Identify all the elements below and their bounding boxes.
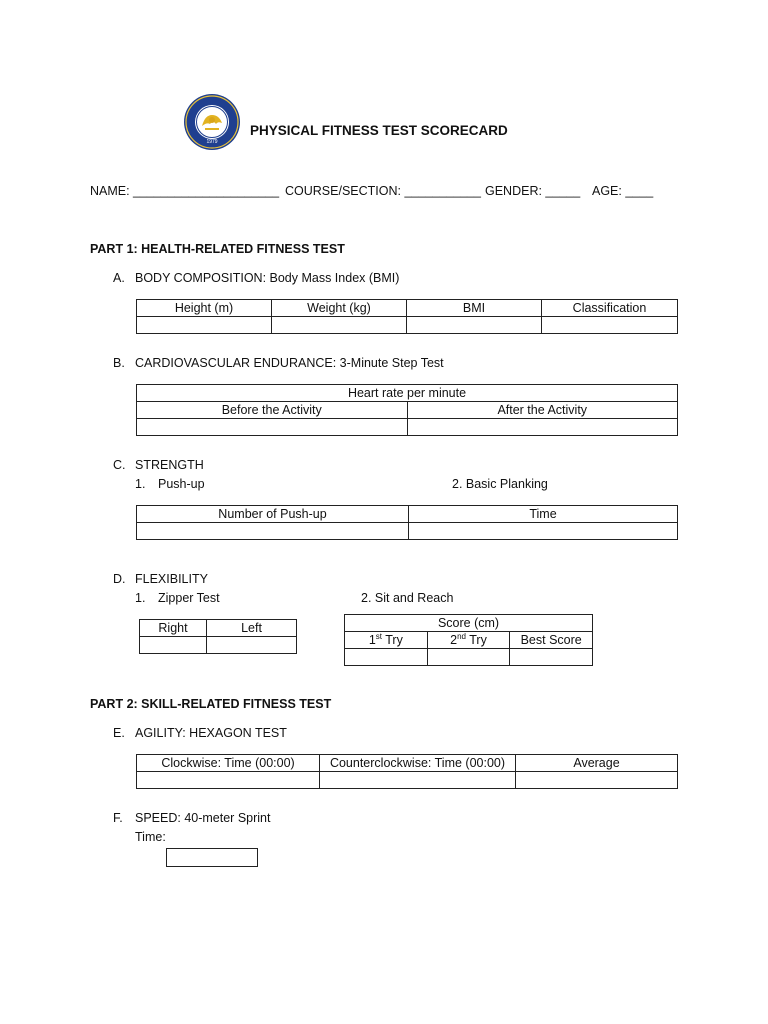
bmi-weight-cell[interactable] xyxy=(272,317,407,334)
sit-reach-try1-cell[interactable] xyxy=(345,649,428,666)
strength-table xyxy=(136,505,678,540)
zipper-left-cell[interactable] xyxy=(207,637,297,654)
hexagon-header-clockwise: Clockwise: Time (00:00) xyxy=(137,755,320,772)
sit-reach-try2-cell[interactable] xyxy=(427,649,510,666)
svg-text:1979: 1979 xyxy=(206,139,218,145)
section-a-letter: A. xyxy=(113,271,125,285)
bmi-header-classification: Classification xyxy=(542,300,678,317)
sit-reach-top-header: Score (cm) xyxy=(345,615,593,632)
part2-heading: PART 2: SKILL-RELATED FITNESS TEST xyxy=(90,697,332,711)
section-e-letter: E. xyxy=(113,726,125,740)
strength-pushup-cell[interactable] xyxy=(137,523,409,540)
section-a-label: BODY COMPOSITION: Body Mass Index (BMI) xyxy=(135,271,400,285)
section-d-letter: D. xyxy=(113,572,126,586)
section-c-letter: C. xyxy=(113,458,126,472)
section-e-label: AGILITY: HEXAGON TEST xyxy=(135,726,287,740)
flex-item2-label: 2. Sit and Reach xyxy=(361,591,454,605)
course-section-field[interactable]: COURSE/SECTION: ___________ xyxy=(285,184,481,198)
section-f-label: SPEED: 40-meter Sprint xyxy=(135,811,271,825)
hexagon-header-average: Average xyxy=(516,755,678,772)
step-test-after-cell[interactable] xyxy=(407,419,678,436)
sit-reach-header-best: Best Score xyxy=(510,632,593,649)
sit-reach-header-try2: 2nd Try xyxy=(427,632,510,649)
age-field[interactable]: AGE: ____ xyxy=(592,184,654,198)
bmi-value-cell[interactable] xyxy=(407,317,542,334)
step-test-top-header: Heart rate per minute xyxy=(137,385,678,402)
step-test-header-before: Before the Activity xyxy=(137,402,408,419)
bmi-header-bmi: BMI xyxy=(407,300,542,317)
zipper-test-table xyxy=(139,619,297,654)
zipper-header-left: Left xyxy=(207,620,297,637)
strength-header-pushup: Number of Push-up xyxy=(137,506,409,523)
zipper-header-right: Right xyxy=(140,620,207,637)
bmi-header-weight: Weight (kg) xyxy=(272,300,407,317)
section-b-letter: B. xyxy=(113,356,125,370)
bmi-table xyxy=(136,299,678,334)
name-field[interactable]: NAME: _____________________ xyxy=(90,184,280,198)
zipper-right-cell[interactable] xyxy=(140,637,207,654)
hexagon-average-cell[interactable] xyxy=(516,772,678,789)
flex-item1-number: 1. xyxy=(135,591,146,605)
strength-time-cell[interactable] xyxy=(409,523,678,540)
step-test-before-cell[interactable] xyxy=(137,419,408,436)
section-f-letter: F. xyxy=(113,811,123,825)
strength-item1-number: 1. xyxy=(135,477,146,491)
step-test-header-after: After the Activity xyxy=(407,402,678,419)
bmi-height-cell[interactable] xyxy=(137,317,272,334)
bmi-header-height: Height (m) xyxy=(137,300,272,317)
section-b-label: CARDIOVASCULAR ENDURANCE: 3-Minute Step Test xyxy=(135,356,444,370)
strength-item1-label: Push-up xyxy=(158,477,205,491)
step-test-table xyxy=(136,384,678,436)
hexagon-header-counterclockwise: Counterclockwise: Time (00:00) xyxy=(320,755,516,772)
section-c-label: STRENGTH xyxy=(135,458,204,472)
sit-reach-table xyxy=(344,614,593,666)
sit-reach-header-try1: 1st Try xyxy=(345,632,428,649)
hexagon-counterclockwise-cell[interactable] xyxy=(320,772,516,789)
strength-item2-label: 2. Basic Planking xyxy=(452,477,548,491)
sit-reach-best-cell[interactable] xyxy=(510,649,593,666)
strength-header-time: Time xyxy=(409,506,678,523)
bmi-classification-cell[interactable] xyxy=(542,317,678,334)
university-seal-logo xyxy=(183,93,241,151)
flex-item1-label: Zipper Test xyxy=(158,591,220,605)
hexagon-clockwise-cell[interactable] xyxy=(137,772,320,789)
sprint-time-box[interactable] xyxy=(166,848,258,867)
sprint-time-label: Time: xyxy=(135,830,166,844)
page-title: PHYSICAL FITNESS TEST SCORECARD xyxy=(250,123,508,138)
hexagon-test-table xyxy=(136,754,678,789)
gender-field[interactable]: GENDER: _____ xyxy=(485,184,581,198)
section-d-label: FLEXIBILITY xyxy=(135,572,208,586)
part1-heading: PART 1: HEALTH-RELATED FITNESS TEST xyxy=(90,242,345,256)
